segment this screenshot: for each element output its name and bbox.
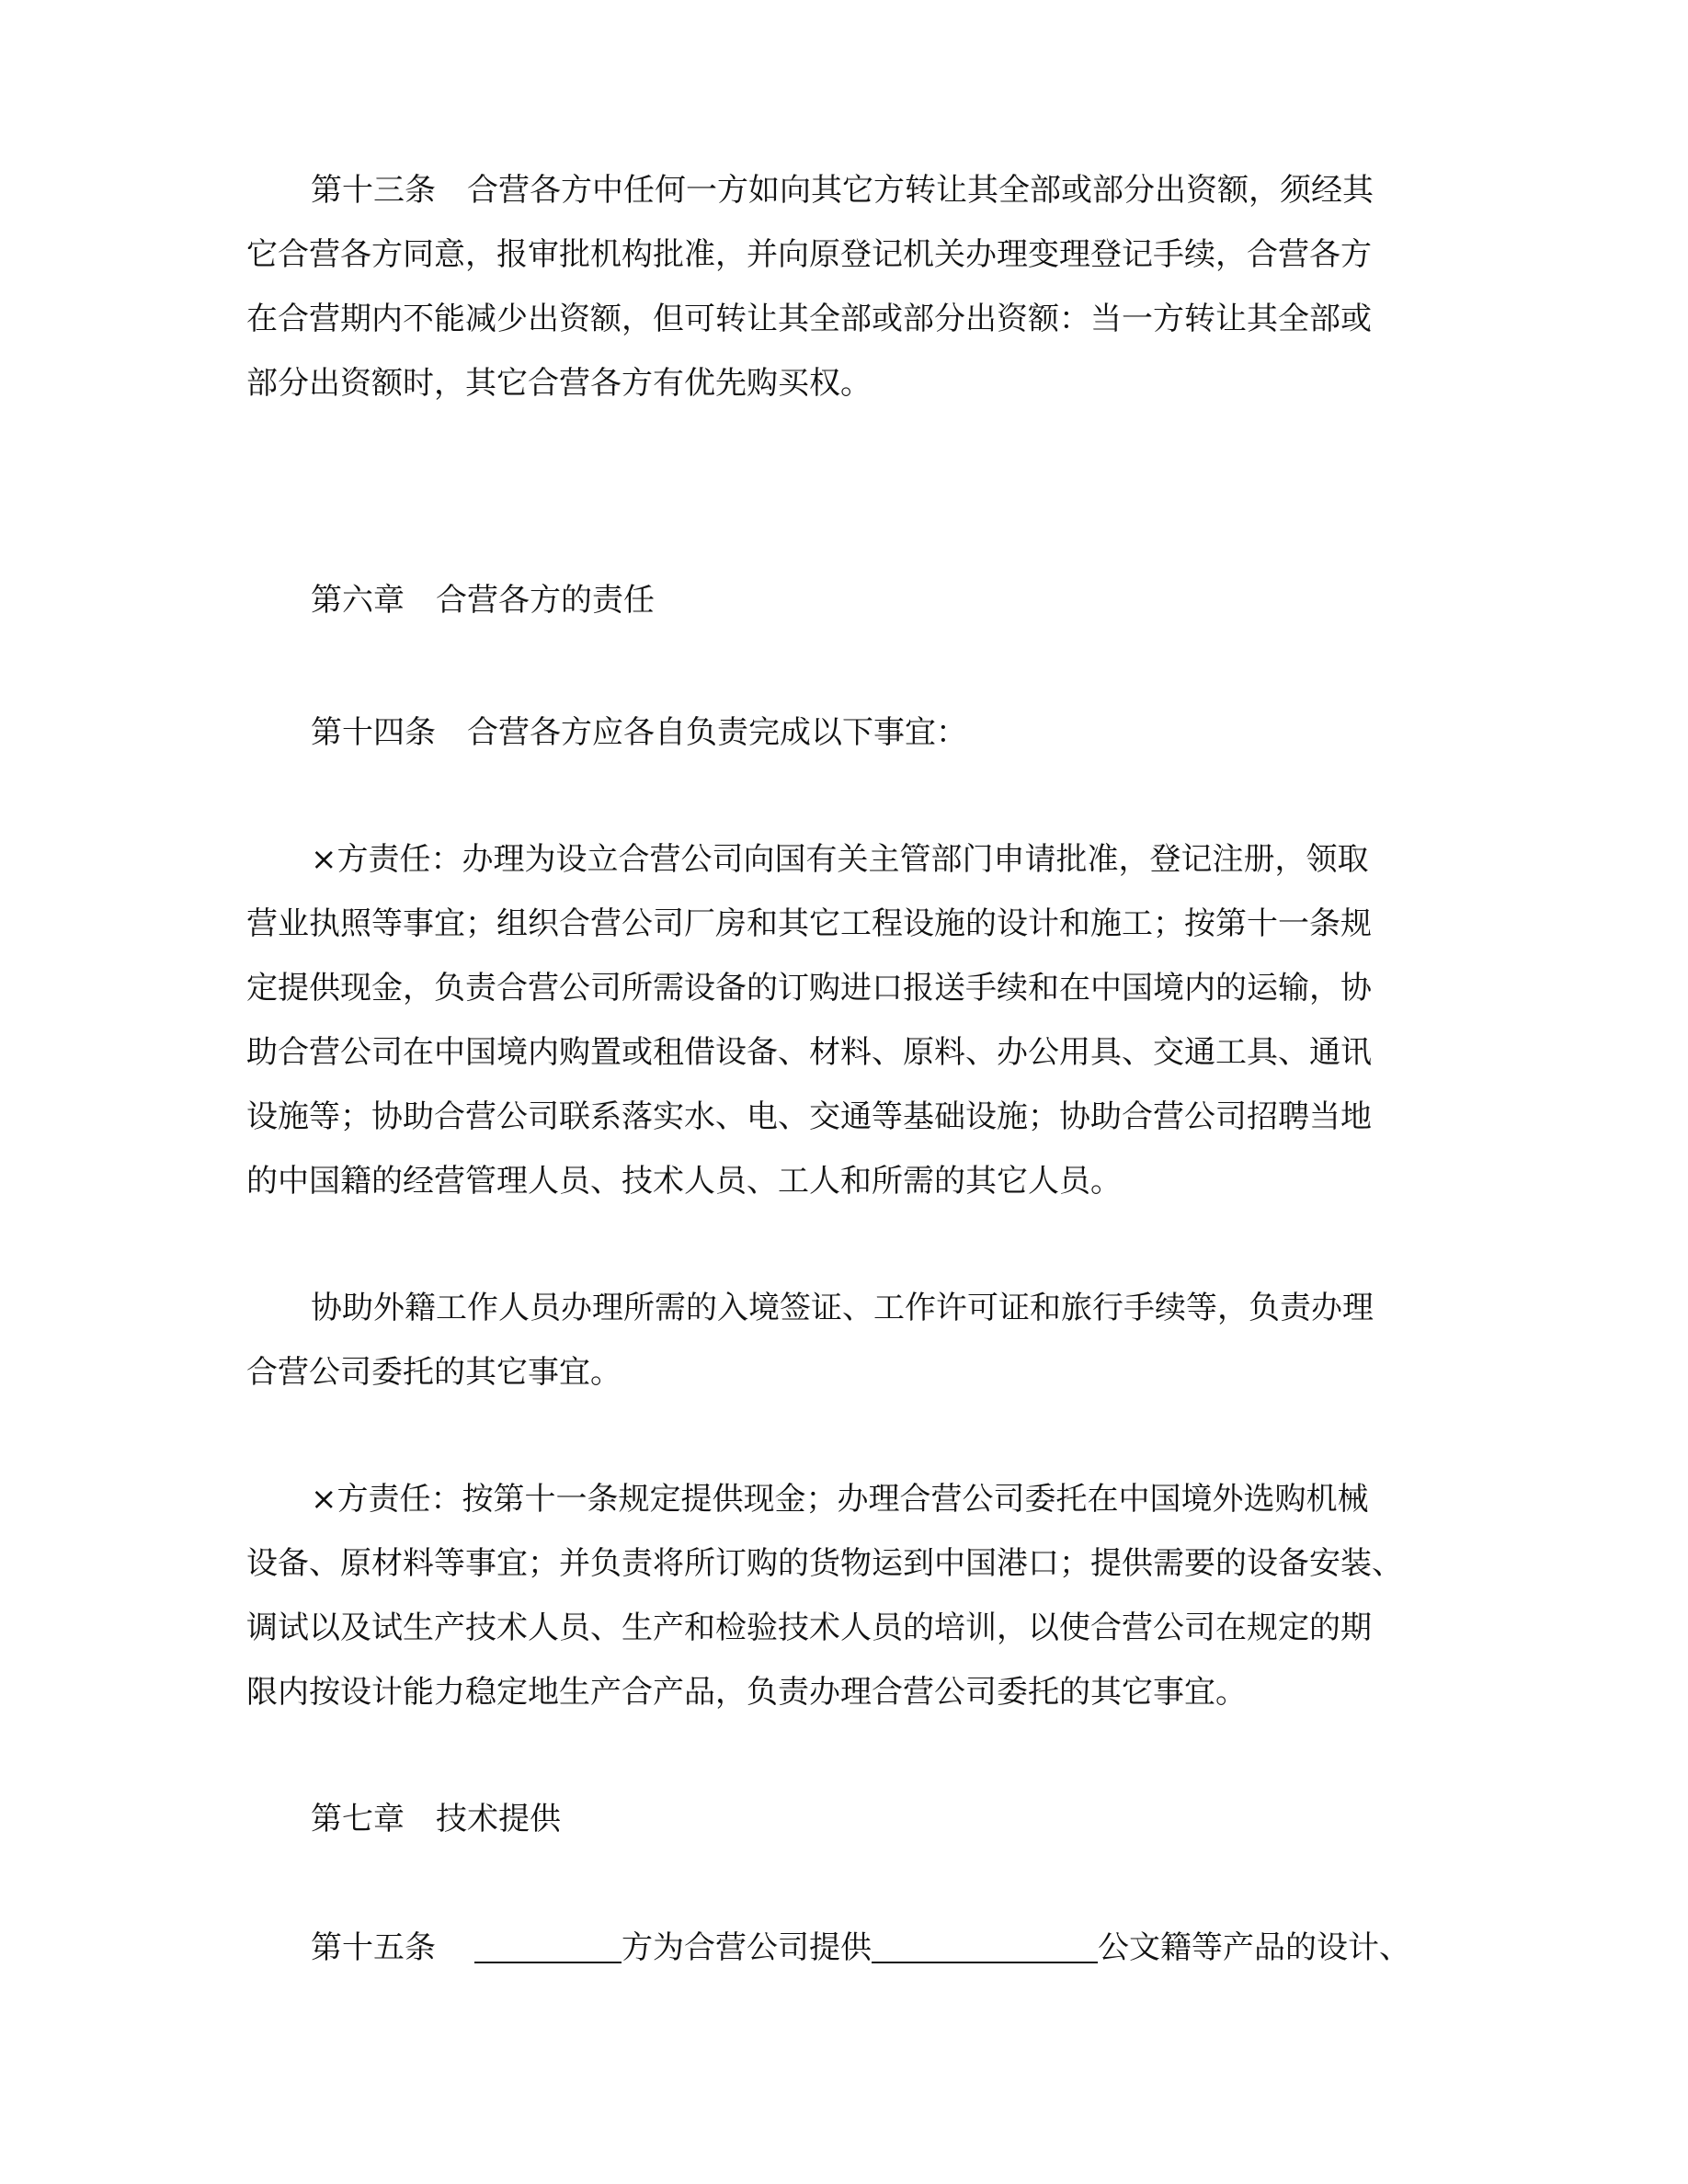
party-a-extra xyxy=(246,1276,1442,1405)
party-a-line-6: 的中国籍的经营管理人员、技术人员、工人和所需的其它人员。 xyxy=(246,1163,1122,1200)
chapter-7-title: 技术提供 xyxy=(436,1801,561,1837)
article-14 xyxy=(246,700,1442,765)
article-14-text: 合营各方应各自负责完成以下事宜： xyxy=(467,714,967,751)
party-a-extra-line-1: 协助外籍工作人员办理所需的入境签证、工作许可证和旅行手续等，负责办理 xyxy=(311,1290,1374,1326)
article-13 xyxy=(246,158,1442,415)
article-13-line-1: 合营各方中任何一方如向其它方转让其全部或部分出资额，须经其 xyxy=(467,172,1374,209)
article-13-line-4: 部分出资额时，其它合营各方有优先购买权。 xyxy=(246,365,872,402)
party-a-line-4: 助合营公司在中国境内购置或租借设备、材料、原料、办公用具、交通工具、通讯 xyxy=(246,1034,1372,1071)
chapter-6-heading xyxy=(246,568,1442,632)
article-13-line-2: 它合营各方同意，报审批机构批准，并向原登记机关办理变理登记手续，合营各方 xyxy=(246,236,1372,273)
chapter-6-title: 合营各方的责任 xyxy=(436,582,655,619)
party-a-line-5: 设施等；协助合营公司联系落实水、电、交通等基础设施；协助合营公司招聘当地 xyxy=(246,1098,1372,1135)
chapter-7-heading xyxy=(246,1787,1442,1851)
party-b-responsibilities xyxy=(246,1467,1442,1724)
article-15-text-2: 公文籍等产品的设计、 xyxy=(1098,1929,1410,1966)
article-15-blank-party xyxy=(474,1921,622,1963)
article-13-line-3: 在合营期内不能减少出资额，但可转让其全部或部分出资额：当一方转让其全部或 xyxy=(246,301,1372,337)
article-15 xyxy=(246,1916,1442,1980)
chapter-7-label: 第七章 xyxy=(311,1801,405,1837)
party-a-line-1: ×方责任：办理为设立合营公司向国有关主管部门申请批准，登记注册，领取 xyxy=(311,841,1369,878)
party-a-extra-line-2: 合营公司委托的其它事宜。 xyxy=(246,1354,622,1391)
article-15-label: 第十五条 xyxy=(311,1929,436,1966)
party-a-line-2: 营业执照等事宜；组织合营公司厂房和其它工程设施的设计和施工；按第十一条规 xyxy=(246,905,1372,942)
party-b-line-1: ×方责任：按第十一条规定提供现金；办理合营公司委托在中国境外选购机械 xyxy=(311,1481,1369,1518)
article-13-label: 第十三条 xyxy=(311,172,436,209)
chapter-6-label: 第六章 xyxy=(311,582,405,619)
party-b-line-2: 设备、原材料等事宜；并负责将所订购的货物运到中国港口；提供需要的设备安装、 xyxy=(246,1545,1403,1582)
party-b-line-4: 限内按设计能力稳定地生产合产品，负责办理合营公司委托的其它事宜。 xyxy=(246,1674,1247,1711)
party-a-line-3: 定提供现金，负责合营公司所需设备的订购进口报送手续和在中国境内的运输，协 xyxy=(246,970,1372,1007)
article-14-label: 第十四条 xyxy=(311,714,436,751)
party-a-responsibilities xyxy=(246,827,1442,1213)
article-15-blank-product xyxy=(872,1921,1098,1963)
article-15-text-1: 方为合营公司提供 xyxy=(622,1929,872,1966)
party-b-line-3: 调试以及试生产技术人员、生产和检验技术人员的培训，以使合营公司在规定的期 xyxy=(246,1610,1372,1646)
